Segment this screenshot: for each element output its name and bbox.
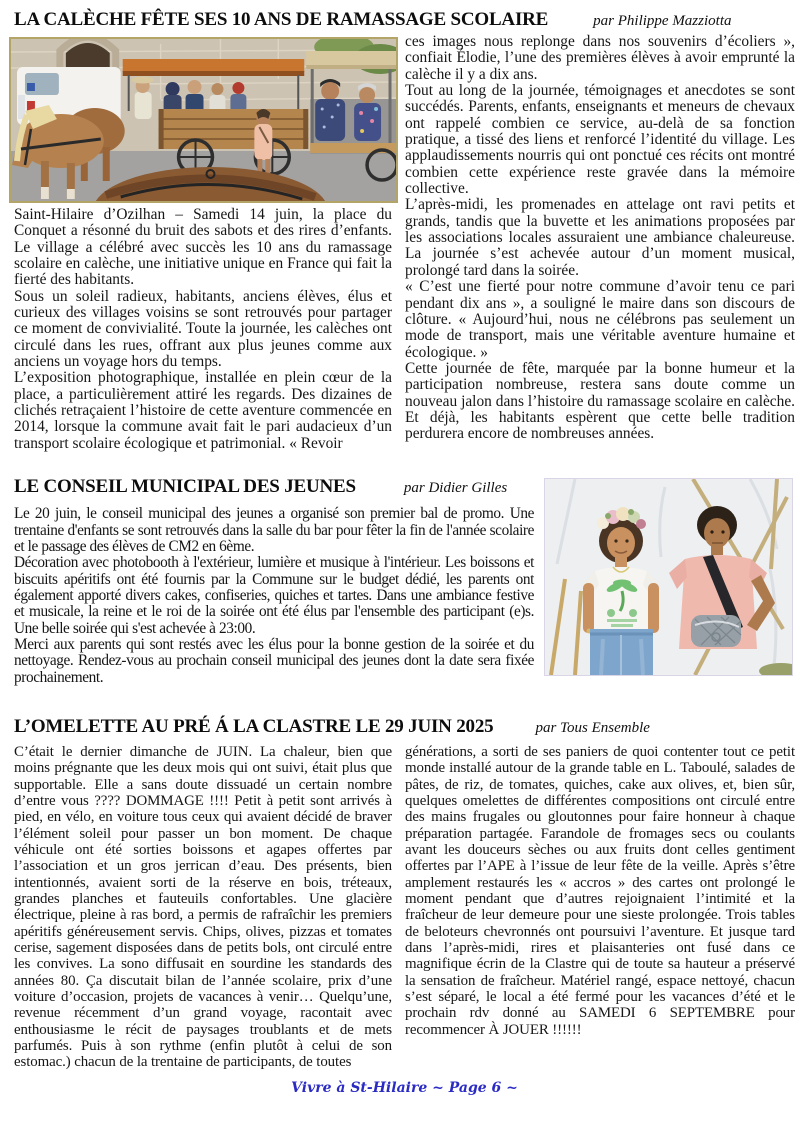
paragraph: L’exposition photographique, installée en plein cœur de la place, a particulièrement attiré les regards. Des dizaines de clichés retraçaient l’histoire de cette aventure commencée en 2014, lorsque la commune avait fait le pari audacieux d’un transport scolaire écologique et patrimonial. « Revoir <box>14 369 392 452</box>
article-conseil-jeunes-byline: par Didier Gilles <box>403 480 508 497</box>
paragraph: Cette journée de fête, marquée par la bonne humeur et la participation nombreuse, restera sans doute comme un nouveau jalon dans l’histoire du ramassage scolaire en calèche. Et déjà, les habitants espèrent que cette belle tradition perdurera encore de nombreuses années. <box>405 359 795 443</box>
article-conseil-jeunes-title: LE CONSEIL MUNICIPAL DES JEUNES <box>14 476 356 498</box>
article-conseil-jeunes-header <box>14 476 534 498</box>
article-caleche-byline: par Philippe Mazziotta <box>593 13 732 29</box>
bal-de-promo-photo-illustration <box>545 479 792 675</box>
article-omelette-column-left <box>14 744 392 1071</box>
article-conseil-jeunes <box>14 476 795 686</box>
article-caleche <box>14 9 795 452</box>
article-caleche-header <box>14 9 795 31</box>
article-conseil-jeunes-text-column <box>14 476 534 686</box>
article-omelette-header <box>14 716 795 738</box>
paragraph: générations, a sorti de ses paniers de quoi contenter tout ce petit monde installé autour de la grande table en L. Taboulé, salades de pâtes, de riz, de tomates, quiches, cake aux olives, et, bien sûr, quelques omelettes de différentes compositions ont circulé entre des mains frugales ou gloutonnes pour faire honneur à chaque préparation partagée. Farandole de fromages secs ou coulants avant les douceurs sèches ou aux fruits dont celles gentiment offertes par l’APE à l’issue de leur fête de la veille. Après s’être amplement restaurés les « accros » des cartes ont prolongé le moment pendant que d’autres rejoignaient l’intimité et la fraîcheur de leur demeure pour une sieste prolongée. Trois tables de beloteurs chevronnés ont poursuivi l’aventure. Et jusque tard dans l’après-midi, rires et plaisanteries ont fusé dans ce magnifique écrin de la Clastre qui de toute sa hauteur a préservé la sensation de fraîcheur. Matériel rangé, espace nettoyé, chacun s’est séparé, le local a été fermé pour les vacances d’été et le prochain rdv donné au SAMEDI 6 SEPTEMBRE pour recommencer À JOUER !!!!!! <box>405 743 795 1038</box>
bal-de-promo-photo <box>544 478 793 676</box>
article-omelette-byline: par Tous Ensemble <box>535 719 650 736</box>
article-caleche-title: LA CALÈCHE FÊTE SES 10 ANS DE RAMASSAGE SCOLAIRE <box>14 9 549 30</box>
article-omelette-title: L’OMELETTE AU PRÉ Á LA CLASTRE LE 29 JUIN 2025 <box>14 715 494 737</box>
paragraph: ces images nous replonge dans nos souvenirs d’écoliers », confiait Élodie, l’une des premières élèves à avoir emprunté la calèche il y a dix ans. <box>405 33 795 83</box>
paragraph: « C’est une fierté pour notre commune d’avoir tenu ce pari pendant dix ans », a souligné le maire dans son discours de clôture. « Aujourd’hui, nous ne célébrons pas seulement un mode de transport, mais une véritable aventure humaine et écologique. » <box>405 278 795 361</box>
article-caleche-column-right <box>405 34 795 452</box>
paragraph: Saint-Hilaire d’Ozilhan – Samedi 14 juin, la place du Conquet a résonné du bruit des sabots et des rires d’enfants. Le village a célébré avec succès les 10 ans du ramassage scolaire en calèche, une initiative unique en France qui fait la fierté des habitants. <box>14 206 392 289</box>
paragraph: Merci aux parents qui sont restés avec les élus pour la bonne gestion de la soirée et du nettoyage. Rendez-vous au prochain conseil municipal des jeunes dont la date sera fixée prochainement. <box>14 635 534 686</box>
paragraph: Décoration avec photobooth à l'extérieur, lumière et musique à l'intérieur. Les boissons et biscuits apéritifs ont été fournis par la Commune sur le budget dédié, les parents ont également apporté divers cakes, confiseries, quiches et tartes. Dans une ambiance festive et musicale, la reine et le roi de la soirée ont été élus par l'ensemble des participant (e)s. Une belle soirée qui s'est achevée à 23:00. <box>14 554 534 637</box>
paragraph: Tout au long de la journée, témoignages et anecdotes se sont succédés. Parents, enfants, enseignants et meneurs de chevaux ont rappelé combien ce service, au-delà de sa fonction pratique, a tissé des liens et renforcé l’identité du village. Les applaudissements nourris qui ont ponctué ces récits ont montré combien cette expérience reste gravée dans la mémoire collective. <box>405 82 795 198</box>
page-footer: Vivre à St-Hilaire ~ Page 6 ~ <box>291 1079 518 1096</box>
article-omelette <box>14 716 795 1071</box>
caleche-photo-illustration <box>11 39 396 201</box>
caleche-photo <box>9 37 398 203</box>
paragraph: C’était le dernier dimanche de JUIN. La chaleur, bien que moins prégnante que les deux mois qui ont suivi, était plus que supportable. Elle a sans doute dissuadé un certain nombre d’entre vous ???? DOMMAGE !!!! Petit à petit sont arrivés à pied, en vélo, en voiture tous ceux qui avaient décidé de braver l’élément soleil pour passer un bon moment. De chaque véhicule ont été sorties boissons et agapes offertes par l’association et un gros jerrican d’eau. Des présents, bien intentionnés, avaient sorti de la réserve en bois, tréteaux, grandes planches et fauteuils confortables. Une glacière électrique, pleine à ras bord, a permis de rafraîchir les premiers apéritifs généreusement servis. Chips, olives, pizzas et tomates cerise, sagement disposées dans de petits bols, ont circulé entre les convives. La sono diffusait en sourdine les standards des années 80. Ça discutait bilan de l’année scolaire, prix d’une voiture d’occasion, projets de vacances à venir… Quelqu’une, revenue récemment d’un grand voyage, racontait avec enthousiasme le récit de paysages troublants et de mets parfumés. Puis à son rythme (enfin plutôt à celui de son estomac.) chacun de la trentaine de participants, de toutes <box>14 743 392 1071</box>
paragraph: Sous un soleil radieux, habitants, anciens élèves, élus et curieux des villages voisins se sont retrouvés pour partager ce moment de convivialité. Toute la journée, les calèches ont circulé dans les rues, offrant aux plus jeunes comme aux anciens un voyage hors du temps. <box>14 287 392 371</box>
article-caleche-column-left <box>14 34 392 452</box>
paragraph: L’après-midi, les promenades en attelage ont ravi petits et grands, tandis que la buvette et les animations proposées par les associations locales assuraient une ambiance chaleureuse. La journée s’est achevée autour d’un moment musical, prolongé tard dans la soirée. <box>405 196 795 279</box>
paragraph: Le 20 juin, le conseil municipal des jeunes a organisé son premier bal de promo. Une trentaine d'enfants se sont retrouvés dans la salle du bar pour fêter la fin de l'année scolaire et le passage des élèves de CM2 en 6ème. <box>14 505 534 555</box>
article-omelette-column-right <box>405 744 795 1071</box>
article-conseil-jeunes-body <box>14 506 534 686</box>
